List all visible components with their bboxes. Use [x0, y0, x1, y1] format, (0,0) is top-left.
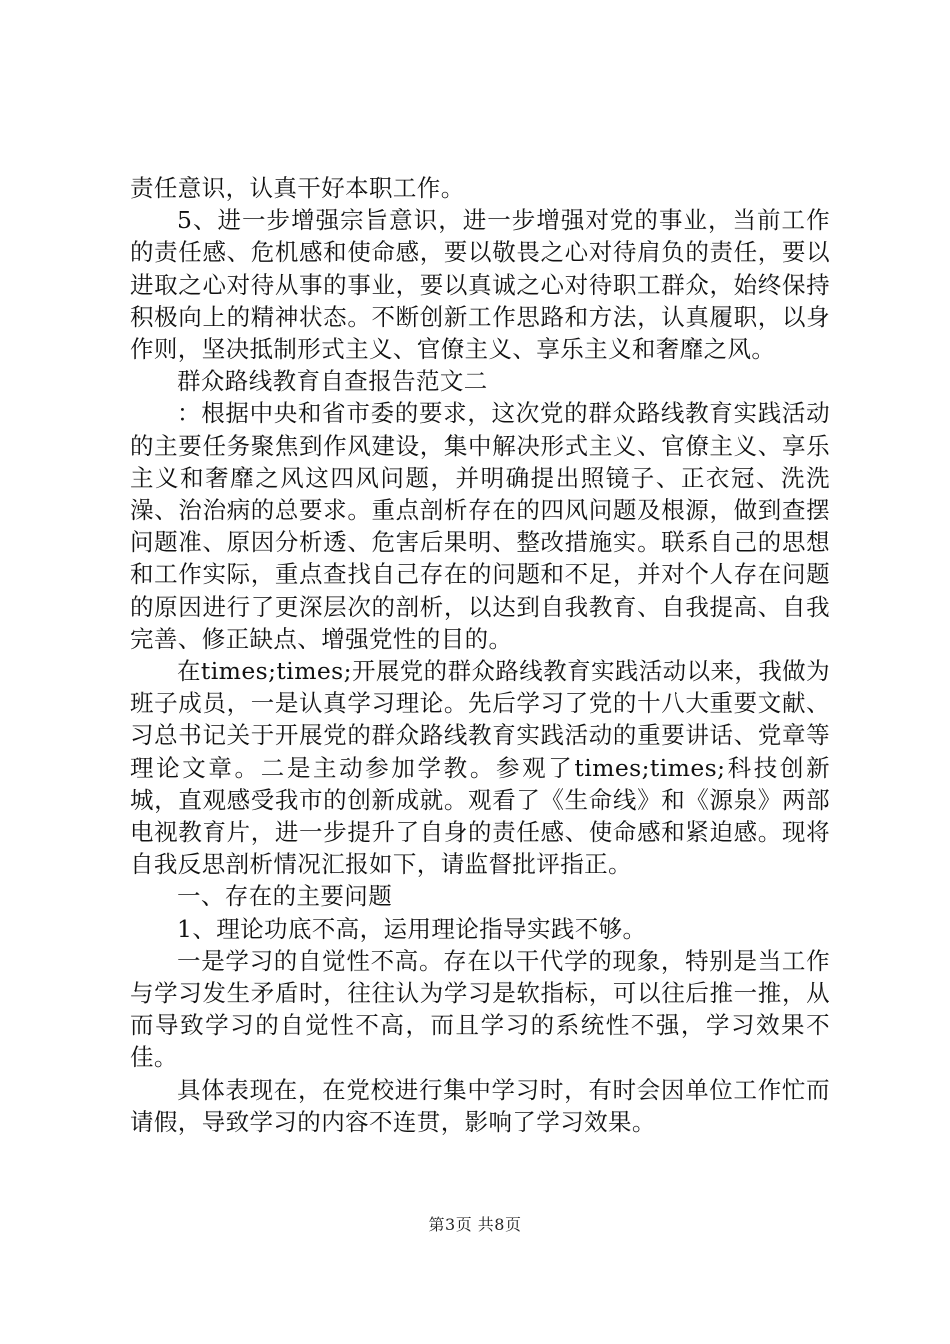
paragraph-2: 5、进一步增强宗旨意识，进一步增强对党的事业，当前工作的责任感、危机感和使命感，要以敬畏之心对待肩负的责任，要以进取之心对待从事的事业，要以真诚之心对待职工群众，始终保持积极向上的精神状态。不断创新工作思路和方法，认真履职，以身作则，坚决抵制形式主义、官僚主义、享乐主义和奢靡之风。 — [130, 206, 830, 364]
paragraph-3: ：根据中央和省市委的要求，这次党的群众路线教育实践活动的主要任务聚焦到作风建设，集中解决形式主义、官僚主义、享乐主义和奢靡之风这四风问题，并明确提出照镜子、正衣冠、洗洗澡、治治病的总要求。重点剖析存在的四风问题及根源，做到查摆问题准、原因分析透、危害后果明、整改措施实。联系自己的思想和工作实际，重点查找自己存在的问题和不足，并对个人存在问题的原因进行了更深层次的剖析，以达到自我教育、自我提高、自我完善、修正缺点、增强党性的目的。 — [130, 399, 830, 653]
page-footer — [0, 1212, 950, 1235]
section-heading: 群众路线教育自查报告范文二 — [177, 367, 488, 396]
page-number-label: 第3页 共8页 — [428, 1215, 522, 1234]
document-body — [130, 172, 830, 1138]
subheading-item-1: 1、理论功底不高，运用理论指导实践不够。 — [177, 914, 647, 943]
paragraph-6: 具体表现在，在党校进行集中学习时，有时会因单位工作忙而请假，导致学习的内容不连贯，影响了学习效果。 — [130, 1075, 830, 1136]
subheading-problems: 一、存在的主要问题 — [177, 882, 393, 911]
paragraph-4: 在times;times;开展党的群众路线教育实践活动以来，我做为班子成员，一是认真学习理论。先后学习了党的十八大重要文献、习总书记关于开展党的群众路线教育实践活动的重要讲话、党章等理论文章。二是主动参加学教。参观了times;times;科技创新城，直观感受我市的创新成就。观看了《生命线》和《源泉》两部电视教育片，进一步提升了自身的责任感、使命感和紧迫感。现将自我反思剖析情况汇报如下，请监督批评指正。 — [130, 657, 830, 879]
paragraph-5: 一是学习的自觉性不高。存在以干代学的现象，特别是当工作与学习发生矛盾时，往往认为学习是软指标，可以往后推一推，从而导致学习的自觉性不高，而且学习的系统性不强，学习效果不佳。 — [130, 946, 830, 1072]
paragraph-1: 责任意识，认真干好本职工作。 — [130, 174, 465, 202]
